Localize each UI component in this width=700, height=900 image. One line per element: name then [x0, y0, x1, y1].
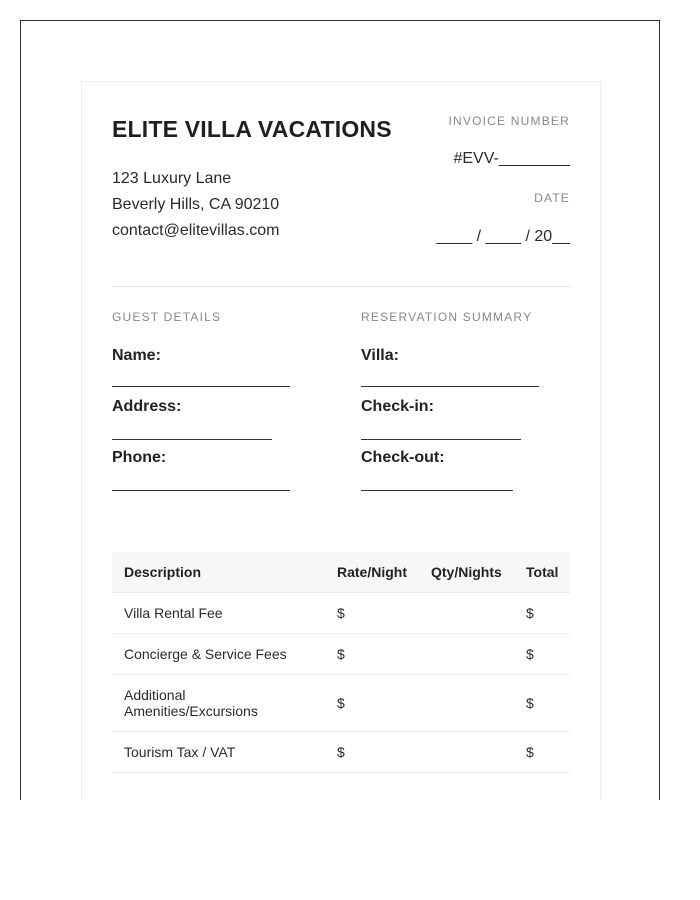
- company-email: contact@elitevillas.com: [112, 222, 280, 239]
- header-divider: [112, 286, 570, 287]
- table-row: [112, 675, 570, 732]
- guest-address-label: Address:: [112, 398, 182, 415]
- check-in-label: Check-in:: [361, 398, 434, 415]
- guest-name-field[interactable]: [112, 386, 290, 387]
- table-row: [112, 732, 570, 773]
- company-address-line2: Beverly Hills, CA 90210: [112, 196, 280, 213]
- header-rate-night: Rate/Night: [337, 564, 407, 580]
- check-out-field[interactable]: [361, 490, 513, 491]
- villa-field[interactable]: [361, 386, 539, 387]
- villa-label: Villa:: [361, 347, 399, 364]
- header-description: Description: [124, 564, 202, 580]
- row-rate[interactable]: $: [337, 646, 345, 662]
- row-rate[interactable]: $: [337, 744, 345, 760]
- row-total[interactable]: $: [526, 605, 534, 621]
- company-address-line1: 123 Luxury Lane: [112, 170, 232, 187]
- guest-address-field[interactable]: [112, 439, 272, 440]
- invoice-date-label: DATE: [534, 191, 570, 205]
- check-in-field[interactable]: [361, 439, 521, 440]
- charges-table: [112, 552, 570, 773]
- reservation-summary-title: RESERVATION SUMMARY: [361, 310, 533, 324]
- row-description: Concierge & Service Fees: [124, 646, 287, 662]
- row-total[interactable]: $: [526, 744, 534, 760]
- table-header-row: [112, 552, 570, 593]
- row-description: Tourism Tax / VAT: [124, 744, 236, 760]
- table-row: [112, 634, 570, 675]
- table-row: [112, 593, 570, 634]
- row-rate[interactable]: $: [337, 605, 345, 621]
- row-rate[interactable]: $: [337, 695, 345, 711]
- guest-phone-label: Phone:: [112, 449, 167, 466]
- guest-details-title: GUEST DETAILS: [112, 310, 222, 324]
- row-total[interactable]: $: [526, 695, 534, 711]
- company-name: ELITE VILLA VACATIONS: [112, 116, 392, 142]
- invoice-number-label: INVOICE NUMBER: [448, 114, 570, 128]
- header-total: Total: [526, 564, 559, 580]
- row-description: Additional Amenities/Excursions: [124, 687, 258, 719]
- invoice-date-value: ____ / ____ / 20__: [436, 228, 570, 245]
- header-qty-nights: Qty/Nights: [431, 564, 502, 580]
- row-total[interactable]: $: [526, 646, 534, 662]
- guest-phone-field[interactable]: [112, 490, 290, 491]
- row-description: Villa Rental Fee: [124, 605, 223, 621]
- check-out-label: Check-out:: [361, 449, 445, 466]
- guest-name-label: Name:: [112, 347, 161, 364]
- invoice-number-value: #EVV-________: [453, 150, 570, 167]
